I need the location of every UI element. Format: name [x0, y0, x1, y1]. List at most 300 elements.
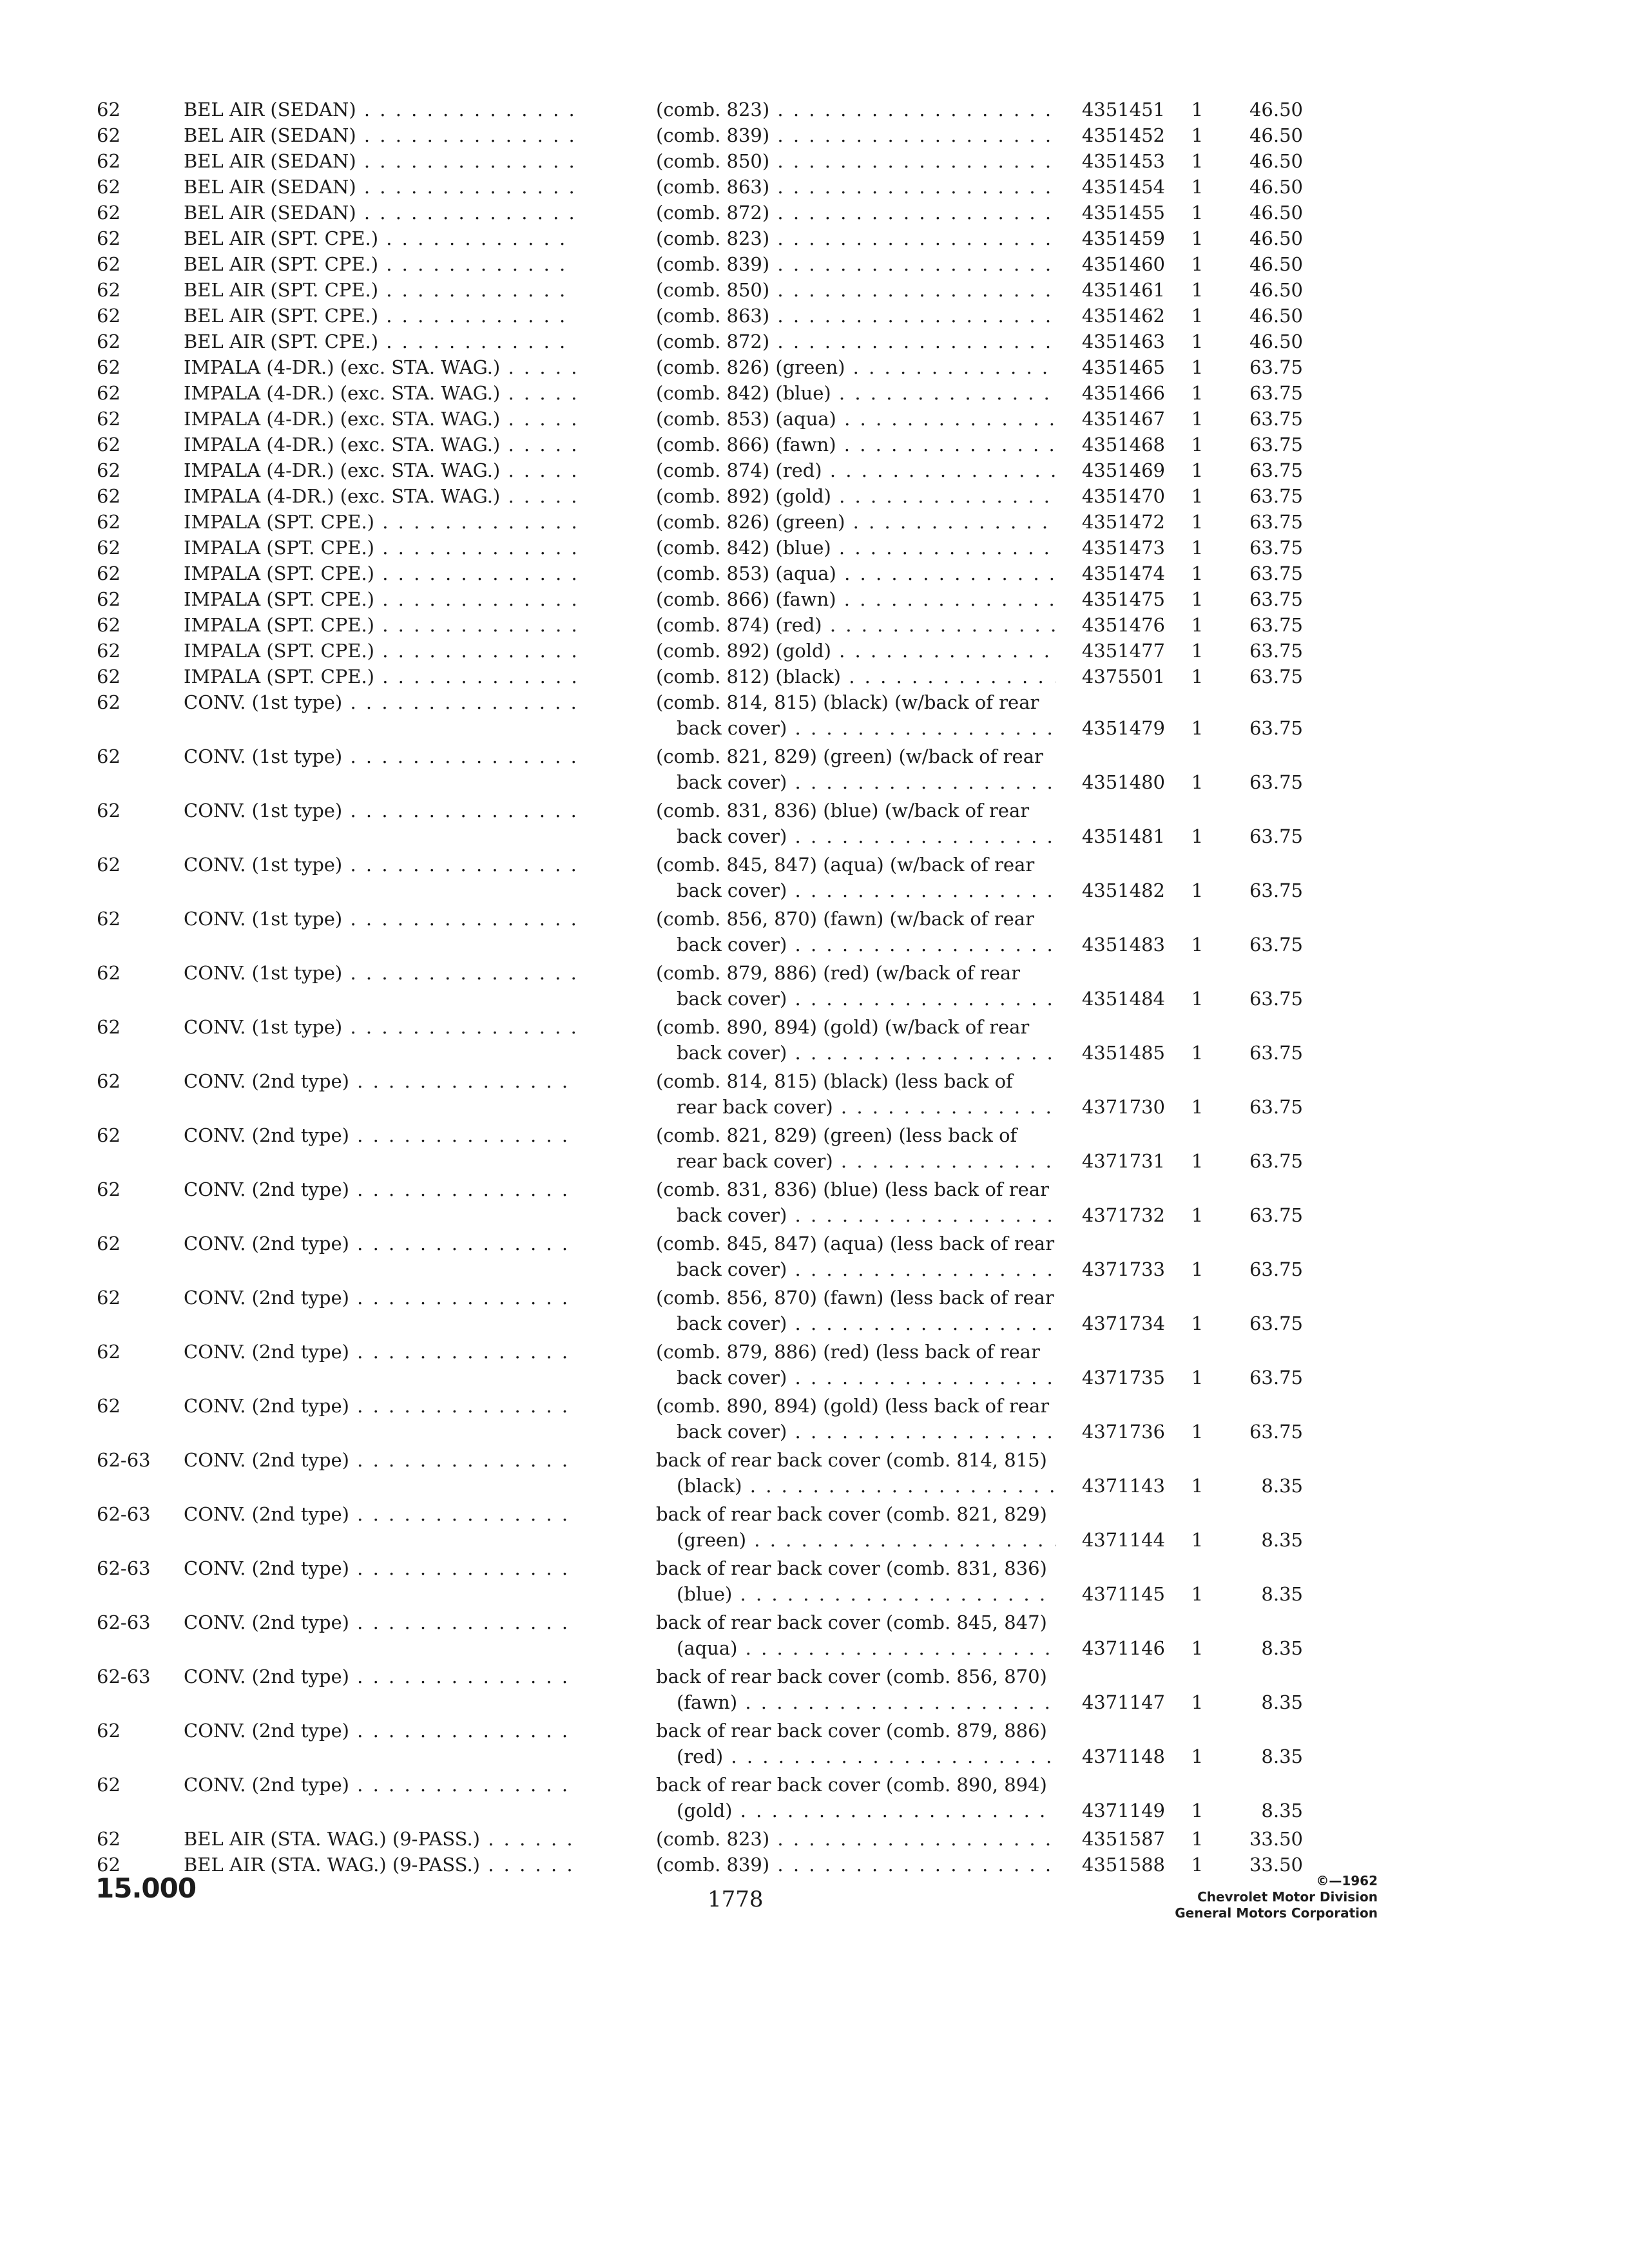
- part-number: 4351455: [1081, 202, 1165, 224]
- part-number: 4371149: [1081, 1800, 1165, 1821]
- description-line: (comb. 826) (green) . . .: [656, 354, 1055, 380]
- description-line: (comb. 839) . . .: [656, 122, 1055, 148]
- list-price: 63.75: [1249, 382, 1303, 404]
- description-line: (blue) . . .: [656, 1581, 1055, 1607]
- model-name: IMPALA (4-DR.) (exc. STA. WAG.) . . .: [184, 406, 577, 432]
- model-name: IMPALA (4-DR.) (exc. STA. WAG.) . . .: [184, 457, 577, 483]
- part-description: [656, 483, 1055, 509]
- quantity: 1: [1191, 176, 1204, 198]
- part-description: [656, 798, 1055, 849]
- part-description: [656, 664, 1055, 689]
- list-price: 8.35: [1261, 1800, 1303, 1821]
- description-line: (comb. 812) (black) . . .: [656, 664, 1055, 689]
- list-price: 8.35: [1261, 1475, 1303, 1497]
- model-name: CONV. (1st type) . . .: [184, 798, 577, 823]
- description-line: (comb. 890, 894) (gold) (less back of rear: [656, 1395, 1050, 1417]
- description-line: (comb. 845, 847) (aqua) (w/back of rear: [656, 854, 1035, 876]
- description-line: (comb. 879, 886) (red) (less back of rear: [656, 1341, 1040, 1363]
- division-line: Chevrolet Motor Division: [1197, 1889, 1378, 1905]
- model-year: 62: [97, 1720, 120, 1742]
- description-line: (gold) . . .: [656, 1798, 1055, 1823]
- part-description: [656, 148, 1055, 174]
- description-line: back cover) . . .: [656, 932, 1055, 957]
- list-price: 46.50: [1249, 150, 1303, 172]
- part-number: 4351460: [1081, 253, 1165, 275]
- list-price: 33.50: [1249, 1854, 1303, 1876]
- quantity: 1: [1191, 879, 1204, 901]
- part-description: [656, 1772, 1055, 1823]
- list-price: 33.50: [1249, 1828, 1303, 1850]
- model-name: CONV. (1st type) . . .: [184, 744, 577, 769]
- list-price: 46.50: [1249, 202, 1303, 224]
- model-year: 62: [97, 279, 120, 301]
- list-price: 63.75: [1249, 562, 1303, 584]
- model-name: IMPALA (4-DR.) (exc. STA. WAG.) . . .: [184, 354, 577, 380]
- model-year: 62: [97, 588, 120, 610]
- model-name: CONV. (2nd type) . . .: [184, 1555, 577, 1581]
- description-line: (fawn) . . .: [656, 1689, 1055, 1715]
- model-name: CONV. (2nd type) . . .: [184, 1664, 577, 1689]
- part-number: 4351474: [1081, 562, 1165, 584]
- description-line: (comb. 845, 847) (aqua) (less back of rear: [656, 1233, 1055, 1254]
- model-name: IMPALA (SPT. CPE.) . . .: [184, 612, 577, 638]
- quantity: 1: [1191, 666, 1204, 687]
- description-line: (red) . . .: [656, 1744, 1055, 1769]
- part-description: [656, 689, 1055, 741]
- description-line: (comb. 839) . . .: [656, 251, 1055, 277]
- quantity: 1: [1191, 202, 1204, 224]
- part-number: 4375501: [1081, 666, 1165, 687]
- quantity: 1: [1191, 640, 1204, 662]
- description-line: (comb. 863) . . .: [656, 303, 1055, 329]
- model-name: CONV. (1st type) . . .: [184, 689, 577, 715]
- part-description: [656, 1501, 1055, 1553]
- model-year: 62: [97, 99, 120, 120]
- model-name: BEL AIR (STA. WAG.) (9-PASS.) . . .: [184, 1852, 577, 1878]
- model-year: 62: [97, 511, 120, 533]
- part-description: [656, 1555, 1055, 1607]
- quantity: 1: [1191, 99, 1204, 120]
- model-name: CONV. (2nd type) . . .: [184, 1772, 577, 1798]
- quantity: 1: [1191, 1637, 1204, 1659]
- model-name: CONV. (2nd type) . . .: [184, 1718, 577, 1744]
- part-number: 4371148: [1081, 1745, 1165, 1767]
- part-description: [656, 612, 1055, 638]
- part-number: 4351454: [1081, 176, 1165, 198]
- list-price: 63.75: [1249, 1096, 1303, 1118]
- quantity: 1: [1191, 459, 1204, 481]
- list-price: 63.75: [1249, 1421, 1303, 1443]
- description-line: (comb. 839) . . .: [656, 1852, 1055, 1878]
- model-year: 62-63: [97, 1666, 151, 1687]
- part-description: [656, 1610, 1055, 1661]
- description-line: back cover) . . .: [656, 769, 1055, 795]
- part-number: 4371734: [1081, 1312, 1165, 1334]
- part-description: [656, 1177, 1055, 1228]
- list-price: 46.50: [1249, 253, 1303, 275]
- description-line: (comb. 872) . . .: [656, 329, 1055, 354]
- model-name: CONV. (2nd type) . . .: [184, 1447, 577, 1473]
- quantity: 1: [1191, 588, 1204, 610]
- copyright-line: ©—1962: [1316, 1873, 1378, 1888]
- description-line: (comb. 872) . . .: [656, 200, 1055, 226]
- model-year: 62: [97, 908, 120, 930]
- model-name: CONV. (2nd type) . . .: [184, 1231, 577, 1256]
- model-year: 62-63: [97, 1449, 151, 1471]
- model-name: BEL AIR (SPT. CPE.) . . .: [184, 303, 577, 329]
- description-line: back cover) . . .: [656, 878, 1055, 903]
- part-number: 4351485: [1081, 1042, 1165, 1064]
- model-year: 62: [97, 1341, 120, 1363]
- part-description: [656, 1231, 1055, 1282]
- model-year: 62: [97, 537, 120, 559]
- quantity: 1: [1191, 771, 1204, 793]
- list-price: 63.75: [1249, 640, 1303, 662]
- quantity: 1: [1191, 1529, 1204, 1551]
- model-name: CONV. (2nd type) . . .: [184, 1610, 577, 1635]
- description-line: (comb. 853) (aqua) . . .: [656, 561, 1055, 586]
- corporation-line: General Motors Corporation: [1175, 1905, 1378, 1921]
- part-description: [656, 354, 1055, 380]
- description-line: (comb. 879, 886) (red) (w/back of rear: [656, 962, 1021, 984]
- model-name: IMPALA (SPT. CPE.) . . .: [184, 638, 577, 664]
- quantity: 1: [1191, 485, 1204, 507]
- part-number: 4371143: [1081, 1475, 1165, 1497]
- part-description: [656, 561, 1055, 586]
- list-price: 63.75: [1249, 825, 1303, 847]
- description-line: (comb. 856, 870) (fawn) (less back of rear: [656, 1287, 1054, 1309]
- model-name: CONV. (2nd type) . . .: [184, 1068, 577, 1094]
- list-price: 63.75: [1249, 879, 1303, 901]
- description-line: back of rear back cover (comb. 821, 829): [656, 1503, 1047, 1525]
- list-price: 63.75: [1249, 356, 1303, 378]
- description-line: back cover) . . .: [656, 1419, 1055, 1445]
- description-line: (comb. 831, 836) (blue) (w/back of rear: [656, 800, 1030, 822]
- part-description: [656, 432, 1055, 457]
- quantity: 1: [1191, 279, 1204, 301]
- part-number: 4351459: [1081, 227, 1165, 249]
- part-number: 4371735: [1081, 1367, 1165, 1389]
- part-number: 4351462: [1081, 305, 1165, 327]
- description-line: back cover) . . .: [656, 1040, 1055, 1066]
- model-year: 62: [97, 562, 120, 584]
- part-number: 4371730: [1081, 1096, 1165, 1118]
- quantity: 1: [1191, 1150, 1204, 1172]
- model-year: 62-63: [97, 1503, 151, 1525]
- model-name: IMPALA (SPT. CPE.) . . .: [184, 664, 577, 689]
- quantity: 1: [1191, 717, 1204, 739]
- quantity: 1: [1191, 124, 1204, 146]
- list-price: 63.75: [1249, 1312, 1303, 1334]
- model-year: 62: [97, 356, 120, 378]
- description-line: (comb. 821, 829) (green) (less back of: [656, 1124, 1017, 1146]
- list-price: 63.75: [1249, 434, 1303, 456]
- part-number: 4351477: [1081, 640, 1165, 662]
- quantity: 1: [1191, 1691, 1204, 1713]
- quantity: 1: [1191, 305, 1204, 327]
- description-line: (comb. 823) . . .: [656, 1826, 1055, 1852]
- description-line: back cover) . . .: [656, 823, 1055, 849]
- part-description: [656, 406, 1055, 432]
- quantity: 1: [1191, 1312, 1204, 1334]
- model-year: 62: [97, 1233, 120, 1254]
- list-price: 63.75: [1249, 485, 1303, 507]
- quantity: 1: [1191, 934, 1204, 956]
- list-price: 63.75: [1249, 717, 1303, 739]
- part-number: 4351473: [1081, 537, 1165, 559]
- model-year: 62: [97, 1178, 120, 1200]
- quantity: 1: [1191, 537, 1204, 559]
- description-line: (comb. 853) (aqua) . . .: [656, 406, 1055, 432]
- part-description: [656, 200, 1055, 226]
- description-line: back cover) . . .: [656, 1311, 1055, 1336]
- description-line: back cover) . . .: [656, 1202, 1055, 1228]
- list-price: 8.35: [1261, 1637, 1303, 1659]
- model-year: 62: [97, 962, 120, 984]
- part-number: 4351475: [1081, 588, 1165, 610]
- part-number: 4371733: [1081, 1258, 1165, 1280]
- model-name: CONV. (1st type) . . .: [184, 1014, 577, 1040]
- list-price: 63.75: [1249, 588, 1303, 610]
- model-year: 62: [97, 305, 120, 327]
- list-price: 8.35: [1261, 1745, 1303, 1767]
- part-description: [656, 1285, 1055, 1336]
- quantity: 1: [1191, 382, 1204, 404]
- list-price: 8.35: [1261, 1583, 1303, 1605]
- part-number: 4351481: [1081, 825, 1165, 847]
- description-line: (comb. 821, 829) (green) (w/back of rear: [656, 745, 1043, 767]
- part-number: 4351482: [1081, 879, 1165, 901]
- part-description: [656, 1339, 1055, 1390]
- quantity: 1: [1191, 150, 1204, 172]
- quantity: 1: [1191, 356, 1204, 378]
- part-description: [656, 1826, 1055, 1852]
- model-year: 62: [97, 666, 120, 687]
- model-name: CONV. (1st type) . . .: [184, 960, 577, 986]
- quantity: 1: [1191, 227, 1204, 249]
- description-line: (comb. 890, 894) (gold) (w/back of rear: [656, 1016, 1030, 1038]
- list-price: 46.50: [1249, 99, 1303, 120]
- model-name: BEL AIR (SPT. CPE.) . . .: [184, 226, 577, 251]
- model-year: 62: [97, 434, 120, 456]
- model-name: CONV. (1st type) . . .: [184, 906, 577, 932]
- part-description: [656, 1122, 1055, 1174]
- model-name: CONV. (2nd type) . . .: [184, 1285, 577, 1311]
- model-year: 62: [97, 382, 120, 404]
- page-number: 1778: [708, 1887, 764, 1912]
- model-year: 62: [97, 1070, 120, 1092]
- model-year: 62: [97, 1774, 120, 1796]
- quantity: 1: [1191, 988, 1204, 1010]
- description-line: back cover) . . .: [656, 1256, 1055, 1282]
- description-line: back of rear back cover (comb. 890, 894): [656, 1774, 1047, 1796]
- list-price: 46.50: [1249, 227, 1303, 249]
- part-description: [656, 1393, 1055, 1445]
- quantity: 1: [1191, 614, 1204, 636]
- part-description: [656, 906, 1055, 957]
- model-name: BEL AIR (SPT. CPE.) . . .: [184, 251, 577, 277]
- quantity: 1: [1191, 562, 1204, 584]
- part-description: [656, 457, 1055, 483]
- model-name: IMPALA (4-DR.) (exc. STA. WAG.) . . .: [184, 483, 577, 509]
- quantity: 1: [1191, 1800, 1204, 1821]
- description-line: (comb. 866) (fawn) . . .: [656, 432, 1055, 457]
- part-number: 4351479: [1081, 717, 1165, 739]
- part-number: 4351484: [1081, 988, 1165, 1010]
- quantity: 1: [1191, 253, 1204, 275]
- part-number: 4371144: [1081, 1529, 1165, 1551]
- model-year: 62: [97, 227, 120, 249]
- list-price: 8.35: [1261, 1691, 1303, 1713]
- quantity: 1: [1191, 1854, 1204, 1876]
- quantity: 1: [1191, 1367, 1204, 1389]
- quantity: 1: [1191, 1042, 1204, 1064]
- part-description: [656, 509, 1055, 535]
- description-line: rear back cover) . . .: [656, 1148, 1055, 1174]
- part-number: 4371147: [1081, 1691, 1165, 1713]
- part-number: 4351465: [1081, 356, 1165, 378]
- model-year: 62: [97, 614, 120, 636]
- model-year: 62: [97, 640, 120, 662]
- model-year: 62: [97, 1828, 120, 1850]
- section-code: 15.000: [95, 1872, 197, 1904]
- description-line: back of rear back cover (comb. 879, 886): [656, 1720, 1047, 1742]
- description-line: (comb. 856, 870) (fawn) (w/back of rear: [656, 908, 1034, 930]
- model-name: CONV. (2nd type) . . .: [184, 1393, 577, 1419]
- quantity: 1: [1191, 434, 1204, 456]
- list-price: 46.50: [1249, 279, 1303, 301]
- description-line: (comb. 866) (fawn) . . .: [656, 586, 1055, 612]
- model-name: CONV. (1st type) . . .: [184, 852, 577, 878]
- part-number: 4351476: [1081, 614, 1165, 636]
- model-name: IMPALA (4-DR.) (exc. STA. WAG.) . . .: [184, 380, 577, 406]
- model-name: BEL AIR (SPT. CPE.) . . .: [184, 277, 577, 303]
- model-name: CONV. (2nd type) . . .: [184, 1501, 577, 1527]
- model-year: 62: [97, 408, 120, 430]
- list-price: 46.50: [1249, 124, 1303, 146]
- description-line: back of rear back cover (comb. 831, 836): [656, 1557, 1047, 1579]
- description-line: back of rear back cover (comb. 814, 815): [656, 1449, 1047, 1471]
- list-price: 63.75: [1249, 771, 1303, 793]
- part-number: 4351587: [1081, 1828, 1165, 1850]
- description-line: (comb. 814, 815) (black) (less back of: [656, 1070, 1013, 1092]
- part-description: [656, 1014, 1055, 1066]
- description-line: rear back cover) . . .: [656, 1094, 1055, 1120]
- description-line: (comb. 842) (blue) . . .: [656, 535, 1055, 561]
- part-description: [656, 1664, 1055, 1715]
- part-description: [656, 960, 1055, 1012]
- description-line: (comb. 863) . . .: [656, 174, 1055, 200]
- description-line: (green) . . .: [656, 1527, 1055, 1553]
- model-year: 62: [97, 1287, 120, 1309]
- part-description: [656, 97, 1055, 122]
- part-description: [656, 1718, 1055, 1769]
- corporate-credit: [1108, 1873, 1378, 1921]
- part-description: [656, 226, 1055, 251]
- part-description: [656, 380, 1055, 406]
- model-name: BEL AIR (SEDAN) . . .: [184, 200, 577, 226]
- part-description: [656, 638, 1055, 664]
- part-number: 4351472: [1081, 511, 1165, 533]
- model-name: IMPALA (4-DR.) (exc. STA. WAG.) . . .: [184, 432, 577, 457]
- quantity: 1: [1191, 1828, 1204, 1850]
- list-price: 63.75: [1249, 988, 1303, 1010]
- model-year: 62-63: [97, 1611, 151, 1633]
- description-line: (comb. 823) . . .: [656, 226, 1055, 251]
- part-description: [656, 744, 1055, 795]
- quantity: 1: [1191, 825, 1204, 847]
- description-line: (comb. 892) (gold) . . .: [656, 483, 1055, 509]
- quantity: 1: [1191, 1583, 1204, 1605]
- part-number: 4351466: [1081, 382, 1165, 404]
- quantity: 1: [1191, 1096, 1204, 1118]
- description-line: (comb. 826) (green) . . .: [656, 509, 1055, 535]
- model-name: CONV. (2nd type) . . .: [184, 1339, 577, 1365]
- model-year: 62: [97, 485, 120, 507]
- quantity: 1: [1191, 511, 1204, 533]
- part-number: 4371736: [1081, 1421, 1165, 1443]
- model-name: BEL AIR (SEDAN) . . .: [184, 174, 577, 200]
- part-description: [656, 852, 1055, 903]
- description-line: back cover) . . .: [656, 715, 1055, 741]
- description-line: (comb. 892) (gold) . . .: [656, 638, 1055, 664]
- description-line: (comb. 842) (blue) . . .: [656, 380, 1055, 406]
- model-year: 62: [97, 1016, 120, 1038]
- list-price: 46.50: [1249, 331, 1303, 352]
- description-line: back cover) . . .: [656, 986, 1055, 1012]
- model-year: 62: [97, 1395, 120, 1417]
- list-price: 63.75: [1249, 1258, 1303, 1280]
- list-price: 63.75: [1249, 666, 1303, 687]
- model-year: 62: [97, 202, 120, 224]
- list-price: 63.75: [1249, 1150, 1303, 1172]
- part-number: 4351453: [1081, 150, 1165, 172]
- description-line: (comb. 823) . . .: [656, 97, 1055, 122]
- model-name: BEL AIR (SPT. CPE.) . . .: [184, 329, 577, 354]
- model-name: BEL AIR (STA. WAG.) (9-PASS.) . . .: [184, 1826, 577, 1852]
- description-line: (comb. 850) . . .: [656, 148, 1055, 174]
- list-price: 63.75: [1249, 408, 1303, 430]
- list-price: 63.75: [1249, 459, 1303, 481]
- description-line: (comb. 874) (red) . . .: [656, 612, 1055, 638]
- list-price: 46.50: [1249, 176, 1303, 198]
- model-year: 62: [97, 800, 120, 822]
- model-year: 62: [97, 176, 120, 198]
- model-name: IMPALA (SPT. CPE.) . . .: [184, 586, 577, 612]
- part-number: 4351467: [1081, 408, 1165, 430]
- model-name: CONV. (2nd type) . . .: [184, 1122, 577, 1148]
- list-price: 63.75: [1249, 614, 1303, 636]
- part-number: 4351461: [1081, 279, 1165, 301]
- model-name: CONV. (2nd type) . . .: [184, 1177, 577, 1202]
- part-description: [656, 277, 1055, 303]
- part-description: [656, 122, 1055, 148]
- list-price: 63.75: [1249, 1204, 1303, 1226]
- description-line: (comb. 850) . . .: [656, 277, 1055, 303]
- model-name: IMPALA (SPT. CPE.) . . .: [184, 509, 577, 535]
- model-name: IMPALA (SPT. CPE.) . . .: [184, 561, 577, 586]
- part-description: [656, 535, 1055, 561]
- model-year: 62: [97, 691, 120, 713]
- part-number: 4351480: [1081, 771, 1165, 793]
- list-price: 63.75: [1249, 511, 1303, 533]
- model-year: 62: [97, 331, 120, 352]
- description-line: (aqua) . . .: [656, 1635, 1055, 1661]
- model-name: IMPALA (SPT. CPE.) . . .: [184, 535, 577, 561]
- model-year: 62: [97, 745, 120, 767]
- model-year: 62: [97, 253, 120, 275]
- quantity: 1: [1191, 1421, 1204, 1443]
